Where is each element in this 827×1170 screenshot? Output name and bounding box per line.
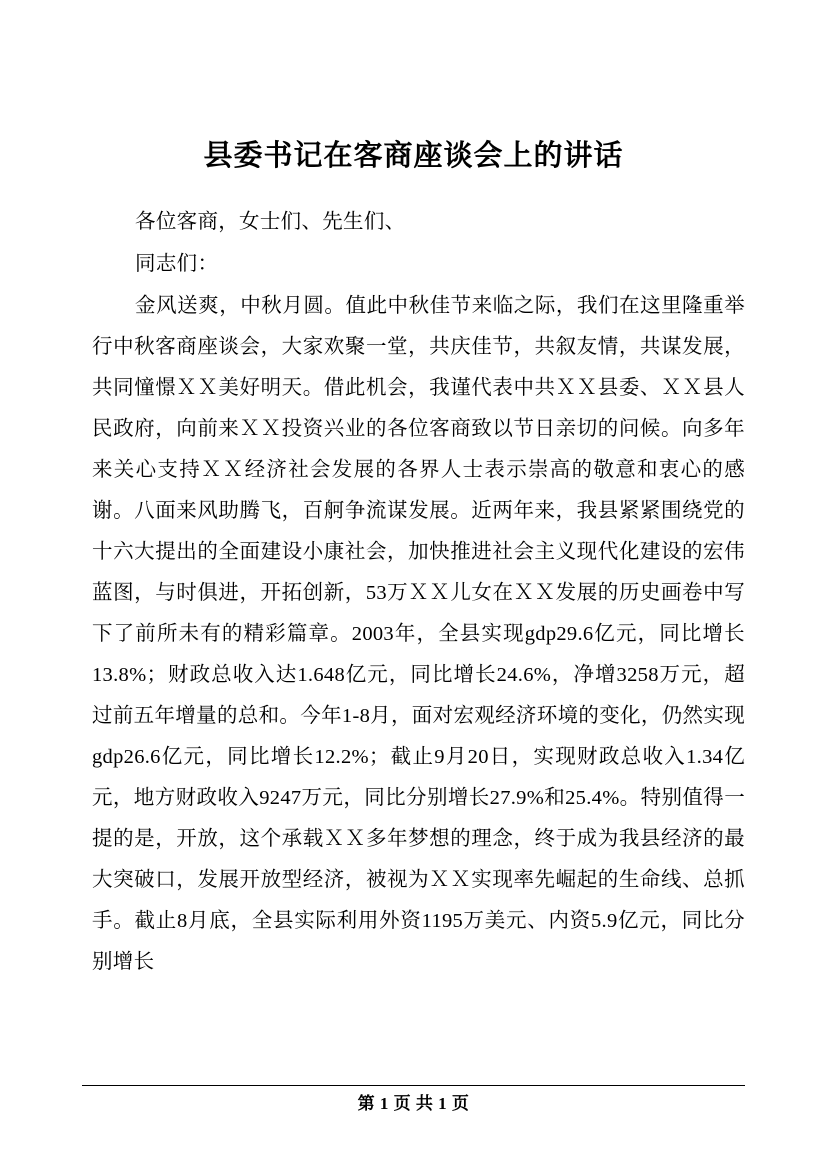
salutation-line-2: 同志们： xyxy=(135,252,219,275)
page-title: 县委书记在客商座谈会上的讲话 xyxy=(203,140,624,172)
salutation-line-1: 各位客商，女士们、先生们、 xyxy=(135,210,406,233)
footer-divider xyxy=(82,1085,745,1086)
body-paragraph-1: 金风送爽，中秋月圆。值此中秋佳节来临之际，我们在这里隆重举行中秋客商座谈会，大家欢聚一堂，共庆佳节，共叙友情，共谋发展，共同憧憬ＸＸ美好明天。借此机会，我谨代表中共ＸＸ县委、ＸＸ县人民政府，向前来ＸＸ投资兴业的各位客商致以节日亲切的问候。向多年来关心支持ＸＸ经济社会发展的各界人士表示崇高的敬意和衷心的感谢。八面来风助腾飞，百舸争流谋发展。近两年来，我县紧紧围绕党的十六大提出的全面建设小康社会，加快推进社会主义现代化建设的宏伟蓝图，与时俱进，开拓创新，53万ＸＸ儿女在ＸＸ发展的历史画卷中写下了前所未有的精彩篇章。2003年，全县实现gdp29.6亿元，同比增长13.8%；财政总收入达1.648亿元，同比增长24.6%，净增3258万元，超过前五年增量的总和。今年1-8月，面对宏观经济环境的变化，仍然实现gdp26.6亿元，同比增长12.2%；截止9月20日，实现财政总收入1.34亿元，地方财政收入9247万元，同比分别增长27.9%和25.4%。特别值得一提的是，开放，这个承载ＸＸ多年梦想的理念，终于成为我县经济的最大突破口，发展开放型经济，被视为ＸＸ实现率先崛起的生命线、总抓手。截止8月底，全县实际利用外资1195万美元、内资5.9亿元，同比分别增长 xyxy=(92,294,745,973)
document-body xyxy=(0,202,827,983)
page-footer: 第 1 页 共 1 页 xyxy=(357,1094,470,1113)
